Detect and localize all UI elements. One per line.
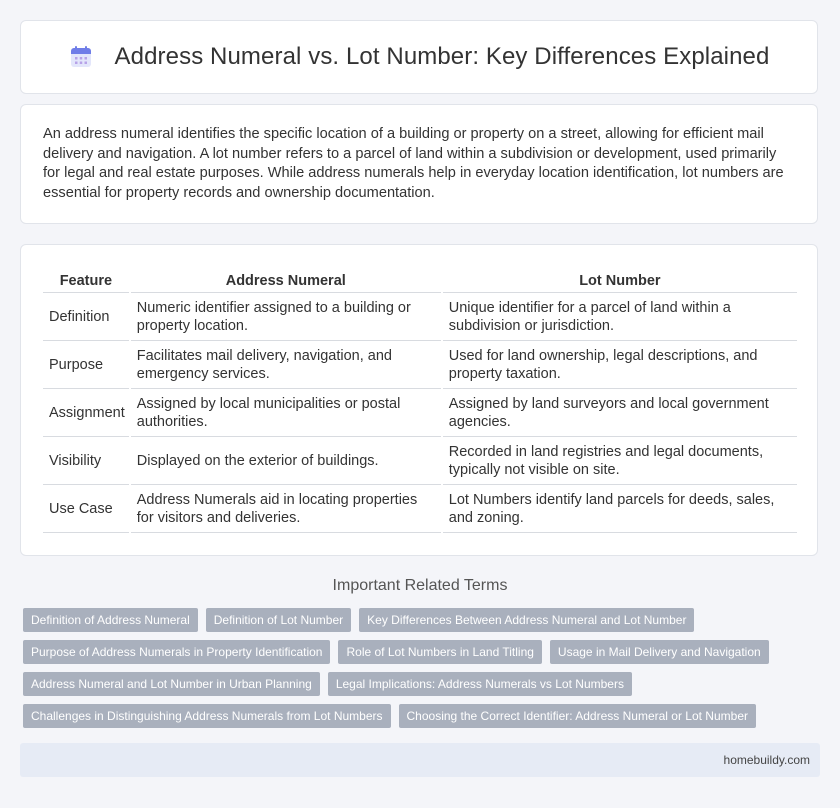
header-card bbox=[20, 20, 818, 94]
related-terms-list bbox=[23, 608, 803, 736]
column-header-feature: Feature bbox=[43, 263, 129, 293]
related-term-tag[interactable]: Key Differences Between Address Numeral and Lot Number bbox=[359, 608, 694, 632]
page-title: Address Numeral vs. Lot Number: Key Differences Explained bbox=[114, 43, 770, 70]
title-wrap bbox=[69, 43, 770, 71]
tag-row bbox=[23, 608, 803, 632]
related-term-tag[interactable]: Address Numeral and Lot Number in Urban Planning bbox=[23, 672, 320, 696]
lot-number-cell: Lot Numbers identify land parcels for deeds, sales, and zoning. bbox=[443, 485, 797, 533]
related-term-tag[interactable]: Definition of Address Numeral bbox=[23, 608, 198, 632]
related-term-tag[interactable]: Role of Lot Numbers in Land Titling bbox=[338, 640, 541, 664]
address-numeral-cell: Assigned by local municipalities or postal authorities. bbox=[131, 389, 441, 437]
related-term-tag[interactable]: Challenges in Distinguishing Address Numerals from Lot Numbers bbox=[23, 704, 391, 728]
related-term-tag[interactable]: Usage in Mail Delivery and Navigation bbox=[550, 640, 769, 664]
lot-number-cell: Unique identifier for a parcel of land within a subdivision or jurisdiction. bbox=[443, 293, 797, 341]
lot-number-cell: Used for land ownership, legal descriptions, and property taxation. bbox=[443, 341, 797, 389]
lot-number-cell: Recorded in land registries and legal documents, typically not visible on site. bbox=[443, 437, 797, 485]
column-header-lot-number: Lot Number bbox=[443, 263, 797, 293]
calendar-icon bbox=[69, 45, 93, 69]
table-header-row bbox=[43, 263, 797, 293]
tag-row bbox=[23, 640, 803, 664]
table-row bbox=[43, 341, 797, 389]
footer bbox=[20, 743, 820, 777]
related-term-tag[interactable]: Purpose of Address Numerals in Property Identification bbox=[23, 640, 330, 664]
related-term-tag[interactable]: Choosing the Correct Identifier: Address Numeral or Lot Number bbox=[399, 704, 757, 728]
address-numeral-cell: Displayed on the exterior of buildings. bbox=[131, 437, 441, 485]
table-row bbox=[43, 437, 797, 485]
feature-cell: Visibility bbox=[43, 437, 129, 485]
feature-cell: Assignment bbox=[43, 389, 129, 437]
column-header-address-numeral: Address Numeral bbox=[131, 263, 441, 293]
feature-cell: Use Case bbox=[43, 485, 129, 533]
comparison-table-card bbox=[20, 244, 818, 556]
table-row bbox=[43, 485, 797, 533]
feature-cell: Definition bbox=[43, 293, 129, 341]
lot-number-cell: Assigned by land surveyors and local government agencies. bbox=[443, 389, 797, 437]
table-row bbox=[43, 293, 797, 341]
tag-row bbox=[23, 672, 803, 696]
footer-site-link[interactable]: homebuildy.com bbox=[723, 753, 810, 767]
related-terms-heading: Important Related Terms bbox=[332, 577, 508, 594]
tag-row bbox=[23, 704, 803, 728]
address-numeral-cell: Numeric identifier assigned to a building or property location. bbox=[131, 293, 441, 341]
address-numeral-cell: Facilitates mail delivery, navigation, and emergency services. bbox=[131, 341, 441, 389]
related-term-tag[interactable]: Legal Implications: Address Numerals vs Lot Numbers bbox=[328, 672, 632, 696]
intro-paragraph: An address numeral identifies the specific location of a building or property on a street, allowing for efficient mail delivery and navigation. A lot number refers to a parcel of land within a subdivision or development, used primarily for legal and real estate purposes. While address numerals help in everyday location identification, lot numbers are essential for property records and ownership documentation. bbox=[43, 126, 784, 201]
intro-card bbox=[20, 104, 818, 224]
related-term-tag[interactable]: Definition of Lot Number bbox=[206, 608, 351, 632]
feature-cell: Purpose bbox=[43, 341, 129, 389]
table-row bbox=[43, 389, 797, 437]
address-numeral-cell: Address Numerals aid in locating properties for visitors and deliveries. bbox=[131, 485, 441, 533]
comparison-table bbox=[41, 263, 799, 533]
